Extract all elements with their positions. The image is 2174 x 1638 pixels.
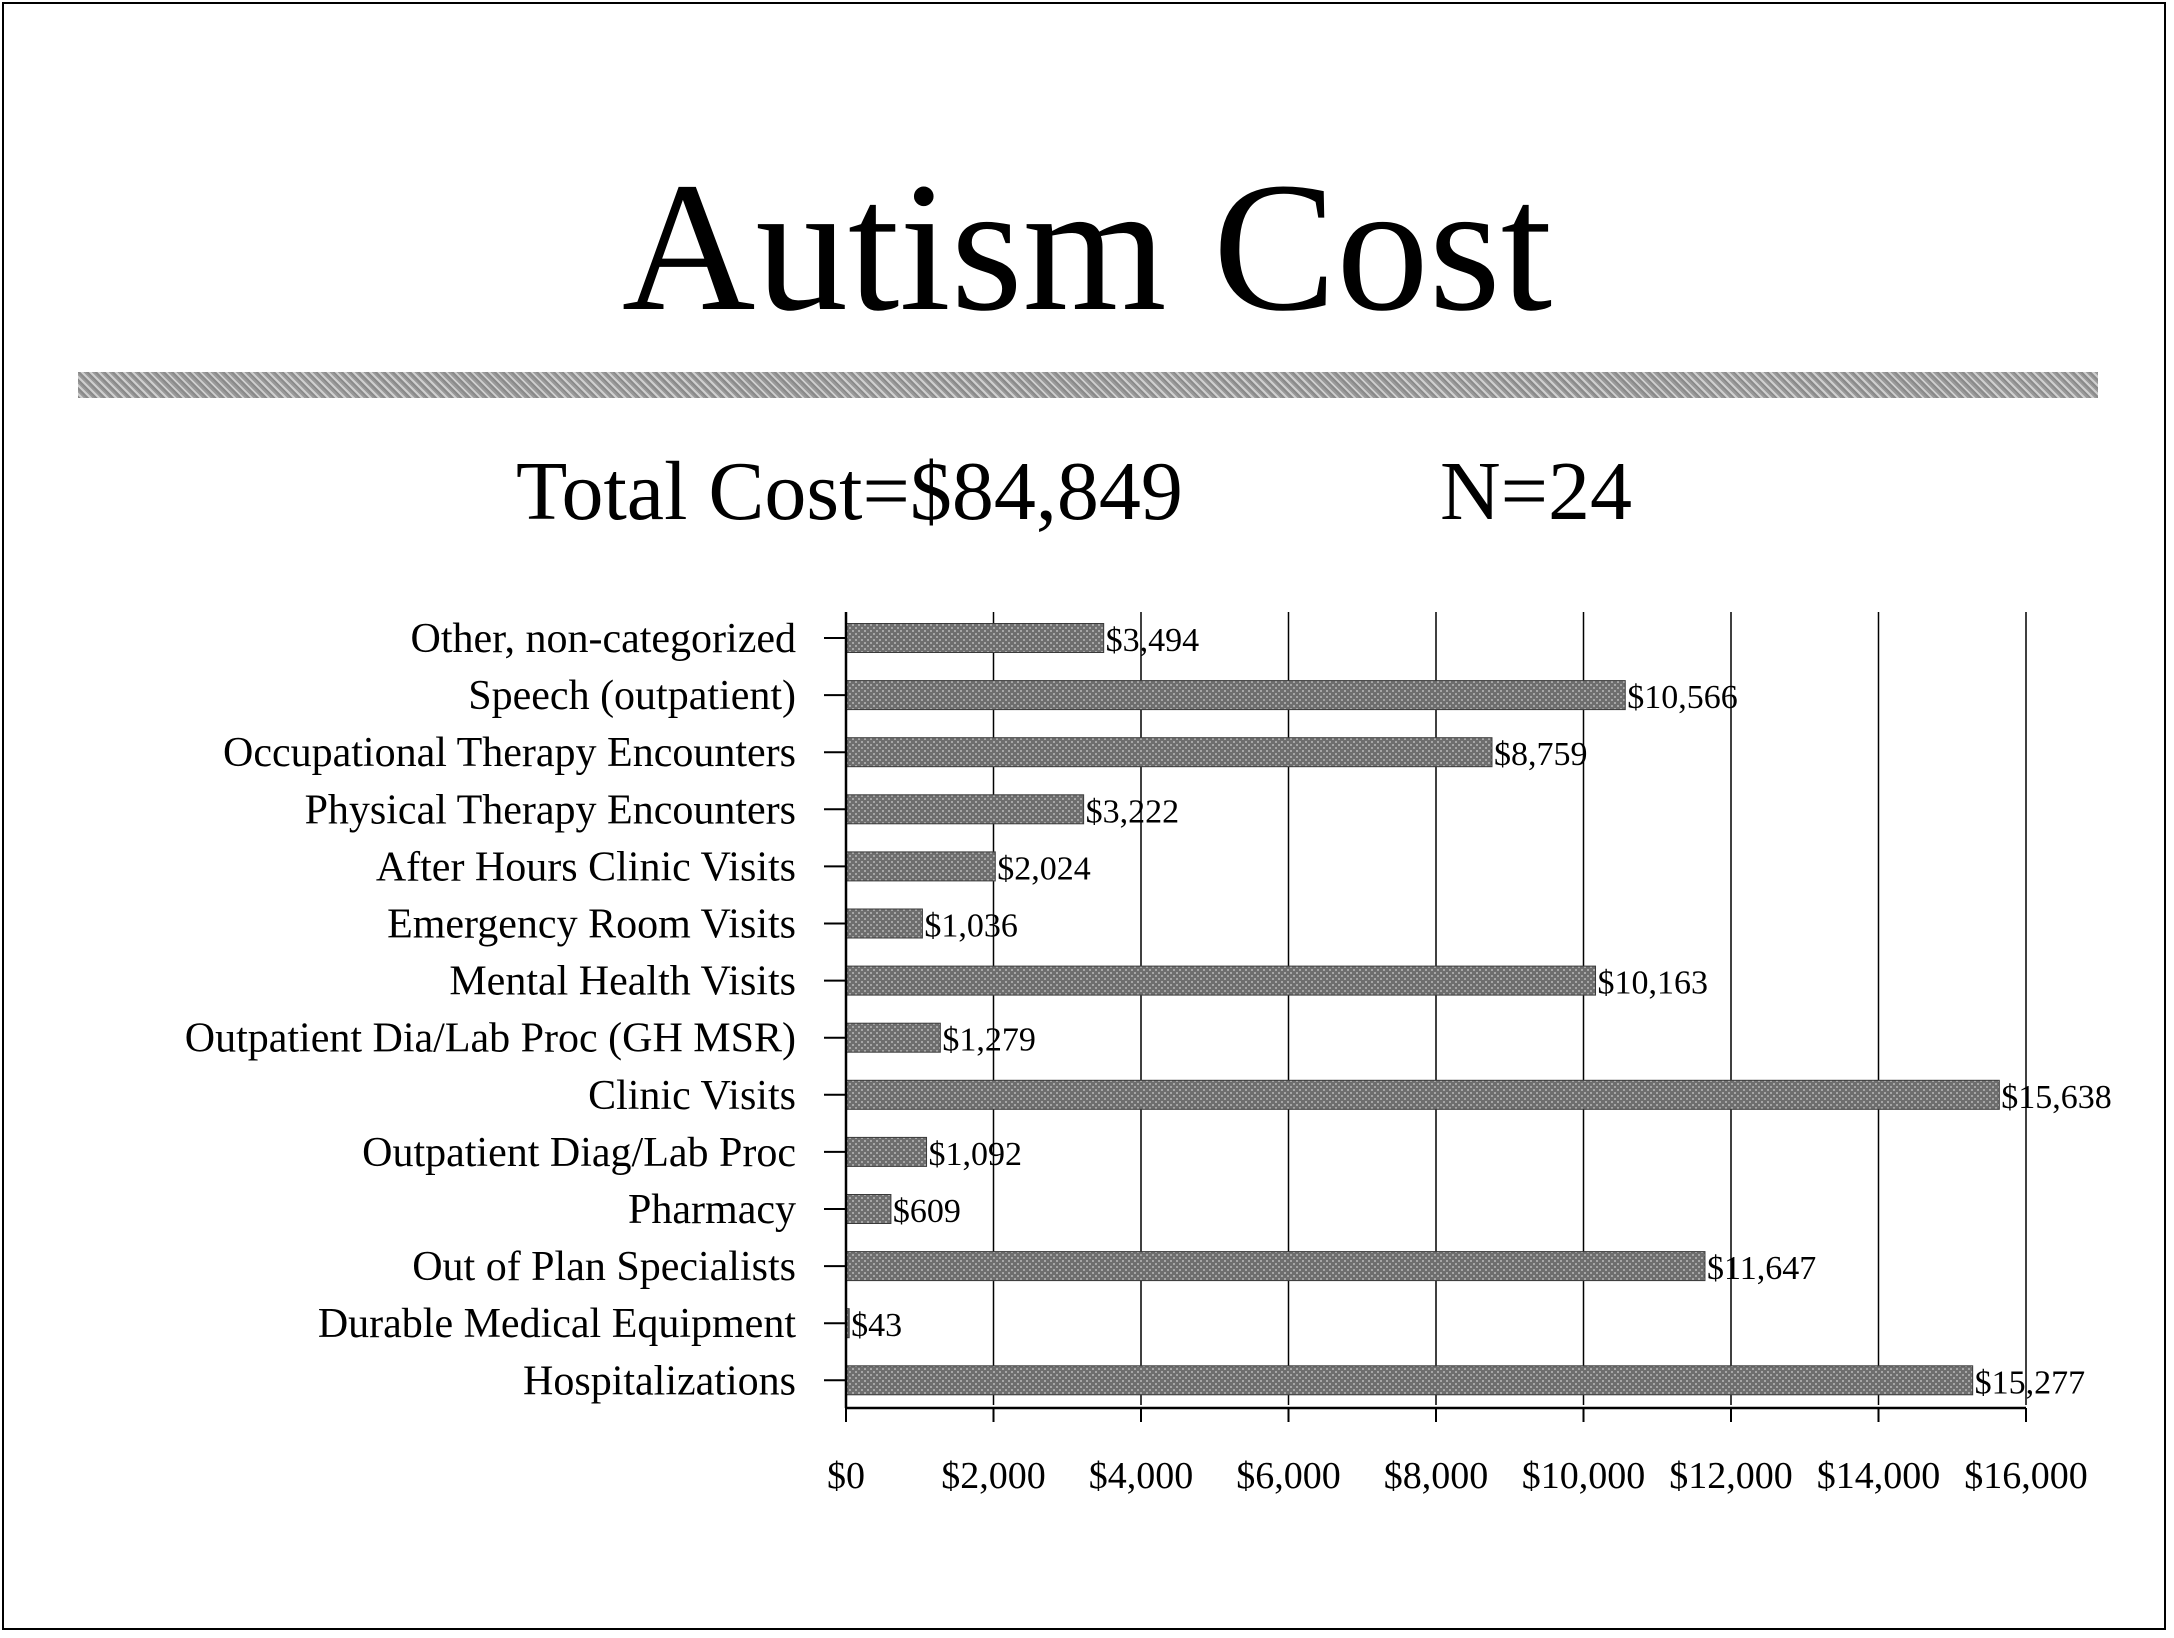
bar	[846, 1195, 891, 1224]
bars	[846, 624, 1999, 1395]
category-label: Durable Medical Equipment	[317, 1301, 796, 1348]
data-label: $15,638	[2001, 1078, 2112, 1116]
total-cost-label: Total Cost=$84,849	[516, 445, 1183, 538]
data-label: $10,566	[1627, 679, 1738, 717]
bar	[846, 909, 922, 938]
data-label: $1,092	[928, 1135, 1023, 1173]
data-label: $11,647	[1706, 1250, 1817, 1288]
x-tick-label: $8,000	[1383, 1455, 1489, 1497]
x-tick-label: $4,000	[1088, 1455, 1194, 1497]
category-label: Other, non-categorized	[410, 616, 796, 662]
axes	[824, 612, 2026, 1422]
category-label: Out of Plan Specialists	[412, 1244, 796, 1291]
bar	[846, 795, 1084, 824]
bar	[846, 966, 1596, 995]
x-tick-label: $10,000	[1521, 1455, 1646, 1497]
bar	[846, 681, 1625, 710]
data-label: $3,494	[1105, 622, 1200, 659]
category-label: Mental Health Visits	[449, 958, 796, 1005]
x-tick-label: $12,000	[1669, 1455, 1793, 1497]
data-label: $15,277	[1974, 1364, 2086, 1402]
bar	[846, 624, 1104, 653]
data-label: $2,024	[997, 850, 1091, 888]
data-label: $609	[892, 1193, 961, 1230]
gridlines	[994, 612, 2027, 1405]
data-label: $3,222	[1085, 793, 1180, 831]
category-label: Emergency Room Visits	[387, 901, 796, 948]
x-tick-label: $16,000	[1964, 1455, 2088, 1497]
bar	[846, 1252, 1705, 1281]
category-label: After Hours Clinic Visits	[375, 844, 796, 891]
x-tick-label: $2,000	[941, 1455, 1046, 1497]
bar	[846, 738, 1492, 767]
category-label: Physical Therapy Encounters	[304, 787, 796, 834]
category-label: Speech (outpatient)	[468, 673, 796, 720]
category-label: Clinic Visits	[588, 1072, 796, 1119]
x-tick-label: $6,000	[1236, 1455, 1341, 1497]
slide-title: Autism Cost	[621, 145, 1553, 350]
data-label: $10,163	[1597, 964, 1709, 1002]
x-tick-label: $0	[827, 1455, 865, 1497]
bar	[846, 1023, 940, 1052]
category-label: Occupational Therapy Encounters	[222, 730, 796, 777]
data-label: $1,279	[942, 1021, 1036, 1059]
data-label: $8,759	[1493, 736, 1588, 774]
category-label: Pharmacy	[628, 1187, 796, 1233]
category-label: Outpatient Diag/Lab Proc	[362, 1129, 796, 1176]
data-label: $1,036	[924, 907, 1018, 945]
bar	[846, 1080, 1999, 1109]
category-label: Hospitalizations	[523, 1358, 796, 1405]
x-tick-label: $14,000	[1816, 1455, 1941, 1497]
sample-size-label: N=24	[1440, 445, 1633, 538]
data-label: $43	[851, 1307, 903, 1345]
category-label: Outpatient Dia/Lab Proc (GH MSR)	[184, 1015, 796, 1062]
bar	[846, 1366, 1973, 1395]
bar	[846, 1137, 927, 1166]
bar	[846, 852, 995, 881]
